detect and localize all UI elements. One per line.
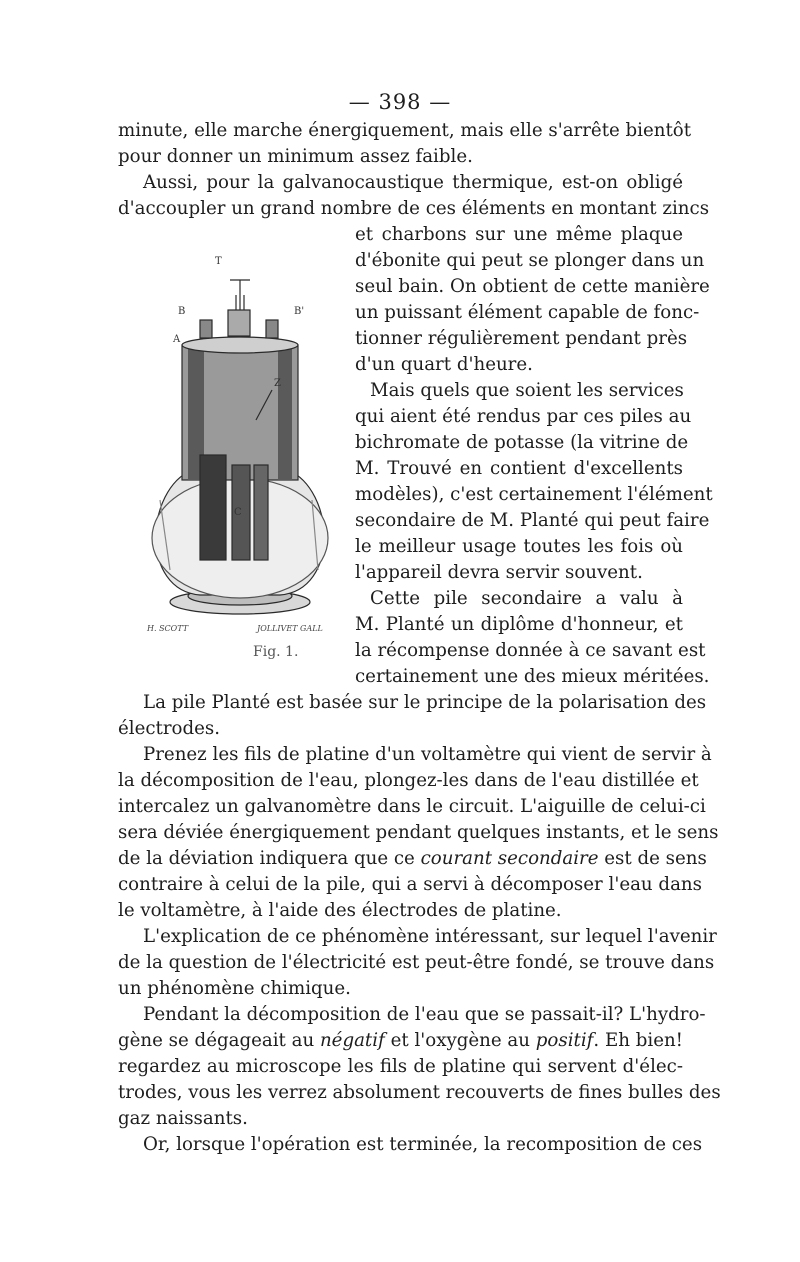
- text-line: le voltamètre, à l'aide des électrodes de platine.: [118, 900, 562, 921]
- text-line: la récompense donnée à ce savant est: [355, 640, 706, 661]
- text-line: d'un quart d'heure.: [355, 354, 533, 375]
- text-line: sera déviée énergiquement pendant quelques instants, et le sens: [118, 822, 719, 843]
- text-line: Aussi, pour la galvanocaustique thermique, est-on obligé: [143, 172, 683, 193]
- text-line: bichromate de potasse (la vitrine de: [355, 432, 689, 453]
- text-line: La pile Planté est basée sur le principe de la polarisation des: [143, 692, 707, 713]
- text-line: Mais quels que soient les services: [370, 380, 684, 401]
- text-line: [118, 1028, 683, 1054]
- text-line: seul bain. On obtient de cette manière: [355, 276, 710, 297]
- text-line: un puissant élément capable de fonc-: [355, 302, 700, 323]
- italic-term: positif: [535, 1030, 594, 1051]
- text-line: l'appareil devra servir souvent.: [355, 562, 643, 583]
- text-line: d'ébonite qui peut se plonger dans un: [355, 250, 705, 271]
- text-run: et l'oxygène au: [384, 1030, 536, 1051]
- text-line: électrodes.: [118, 718, 221, 739]
- text-line: trodes, vous les verrez absolument recouverts de fines bulles des: [118, 1082, 721, 1103]
- text-line: Cette pile secondaire a valu à: [370, 588, 683, 609]
- text-line: tionner régulièrement pendant près: [355, 328, 688, 349]
- text-line: M. Trouvé en contient d'excellents: [355, 458, 683, 479]
- text-line: Or, lorsque l'opération est terminée, la recomposition de ces: [143, 1134, 703, 1155]
- engraver-credit: JOLLIVET GALL: [257, 624, 323, 633]
- text-line: [118, 846, 707, 872]
- text-line: contraire à celui de la pile, qui a servi à décomposer l'eau dans: [118, 874, 702, 895]
- engraver-credit: H. SCOTT: [147, 624, 189, 633]
- italic-term: négatif: [319, 1030, 385, 1051]
- page-number: — 398 —: [348, 90, 452, 114]
- text-run: de la déviation indiquera que ce: [118, 848, 421, 869]
- text-line: L'explication de ce phénomène intéressant, sur lequel l'avenir: [143, 926, 717, 947]
- text-line: d'accoupler un grand nombre de ces éléments en montant zincs: [118, 198, 710, 219]
- label-b: B: [178, 306, 186, 317]
- italic-term: courant secondaire: [420, 848, 599, 869]
- text-line: la décomposition de l'eau, plongez-les dans de l'eau distillée et: [118, 770, 699, 791]
- text-line: qui aient été rendus par ces piles au: [355, 406, 692, 427]
- text-line: M. Planté un diplôme d'honneur, et: [355, 614, 683, 635]
- text-line: Pendant la décomposition de l'eau que se passait-il? L'hydro-: [143, 1004, 706, 1025]
- battery-illustration: [140, 250, 340, 635]
- figure-caption: Fig. 1.: [253, 644, 299, 660]
- text-line: Prenez les fils de platine d'un voltamètre qui vient de servir à: [143, 744, 712, 765]
- label-b-prime: B': [294, 306, 305, 317]
- text-line: certainement une des mieux méritées.: [355, 666, 710, 687]
- text-line: minute, elle marche énergiquement, mais elle s'arrête bientôt: [118, 120, 692, 141]
- label-t: T: [215, 256, 222, 267]
- text-line: intercalez un galvanomètre dans le circuit. L'aiguille de celui-ci: [118, 796, 706, 817]
- text-run: gène se dégageait au: [118, 1030, 320, 1051]
- text-line: gaz naissants.: [118, 1108, 248, 1129]
- text-line: et charbons sur une même plaque: [355, 224, 683, 245]
- text-line: pour donner un minimum assez faible.: [118, 146, 473, 167]
- text-line: le meilleur usage toutes les fois où: [355, 536, 683, 557]
- label-a: A: [173, 334, 181, 345]
- text-line: un phénomène chimique.: [118, 978, 351, 999]
- text-line: de la question de l'électricité est peut-être fondé, se trouve dans: [118, 952, 715, 973]
- label-c: C: [234, 507, 242, 518]
- text-line: secondaire de M. Planté qui peut faire: [355, 510, 710, 531]
- text-line: regardez au microscope les fils de platine qui servent d'élec-: [118, 1056, 683, 1077]
- text-line: modèles), c'est certainement l'élément: [355, 484, 713, 505]
- text-run: . Eh bien!: [593, 1030, 683, 1051]
- text-run: est de sens: [598, 848, 707, 869]
- label-z: Z: [274, 378, 281, 389]
